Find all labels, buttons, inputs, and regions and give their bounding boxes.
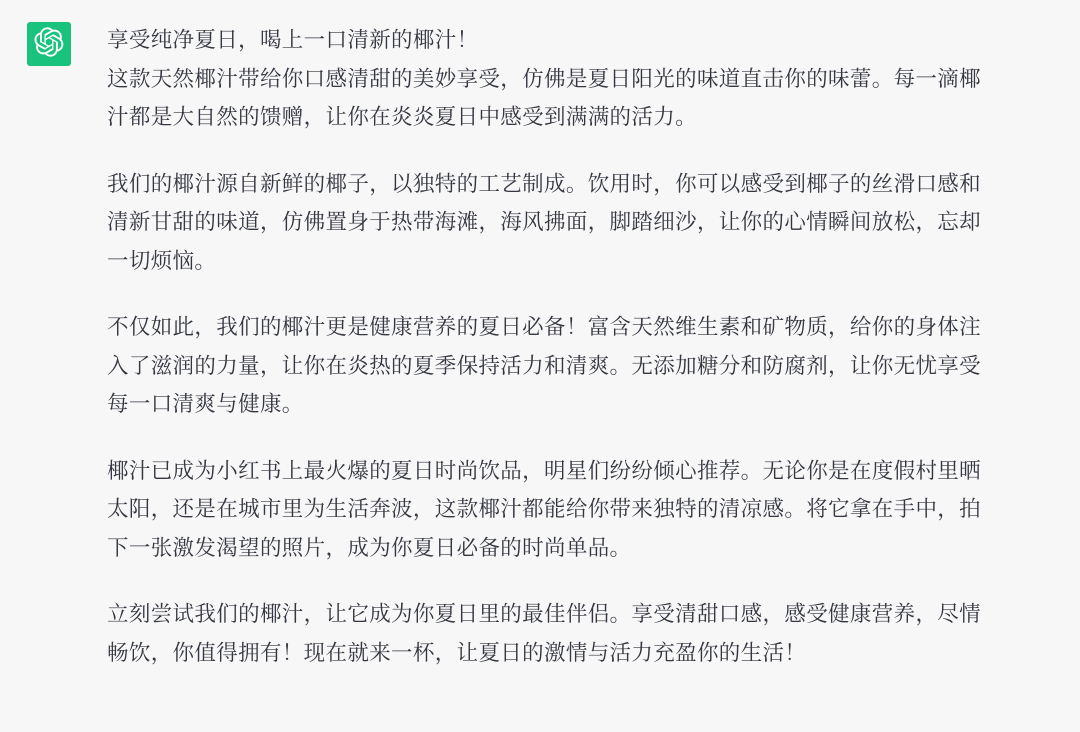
message-line: 立刻尝试我们的椰汁，让它成为你夏日里的最佳伴侣。享受清甜口感，感受健康营养，尽情 — [107, 602, 982, 627]
openai-logo-icon — [34, 27, 64, 62]
message-content — [107, 22, 1057, 673]
message-line: 下一张激发渴望的照片，成为你夏日必备的时尚单品。 — [107, 535, 632, 561]
message-line: 一切烦恼。 — [107, 248, 217, 274]
message-paragraph — [107, 453, 1057, 569]
message-paragraph — [107, 596, 1057, 673]
message-line: 这款天然椰汁带给你口感清甜的美妙享受，仿佛是夏日阳光的味道直击你的味蕾。每一滴椰 — [107, 66, 982, 92]
message-line: 畅饮，你值得拥有！现在就来一杯，让夏日的激情与活力充盈你的生活！ — [107, 640, 807, 666]
message-line: 清新甘甜的味道，仿佛置身于热带海滩，海风拂面，脚踏细沙，让你的心情瞬间放松，忘却 — [107, 210, 982, 235]
message-paragraph — [107, 22, 1057, 138]
message-line: 椰汁已成为小红书上最火爆的夏日时尚饮品，明星们纷纷倾心推荐。无论你是在度假村里晒 — [107, 458, 982, 484]
message-line: 每一口清爽与健康。 — [107, 392, 304, 417]
message-line: 不仅如此，我们的椰汁更是健康营养的夏日必备！富含天然维生素和矿物质，给你的身体注 — [107, 315, 982, 340]
message-line: 我们的椰汁源自新鲜的椰子，以独特的工艺制成。饮用时，你可以感受到椰子的丝滑口感和 — [107, 171, 982, 197]
message-line: 入了滋润的力量，让你在炎热的夏季保持活力和清爽。无添加糖分和防腐剂，让你无忧享受 — [107, 353, 982, 379]
assistant-avatar — [27, 22, 71, 66]
message-line: 享受纯净夏日，喝上一口清新的椰汁！ — [107, 28, 479, 53]
message-line: 汁都是大自然的馈赠，让你在炎炎夏日中感受到满满的活力。 — [107, 105, 697, 130]
message-paragraph — [107, 309, 1057, 425]
message-paragraph — [107, 166, 1057, 282]
message-line: 太阳，还是在城市里为生活奔波，这款椰汁都能给你带来独特的清凉感。将它拿在手中，拍 — [107, 497, 982, 522]
